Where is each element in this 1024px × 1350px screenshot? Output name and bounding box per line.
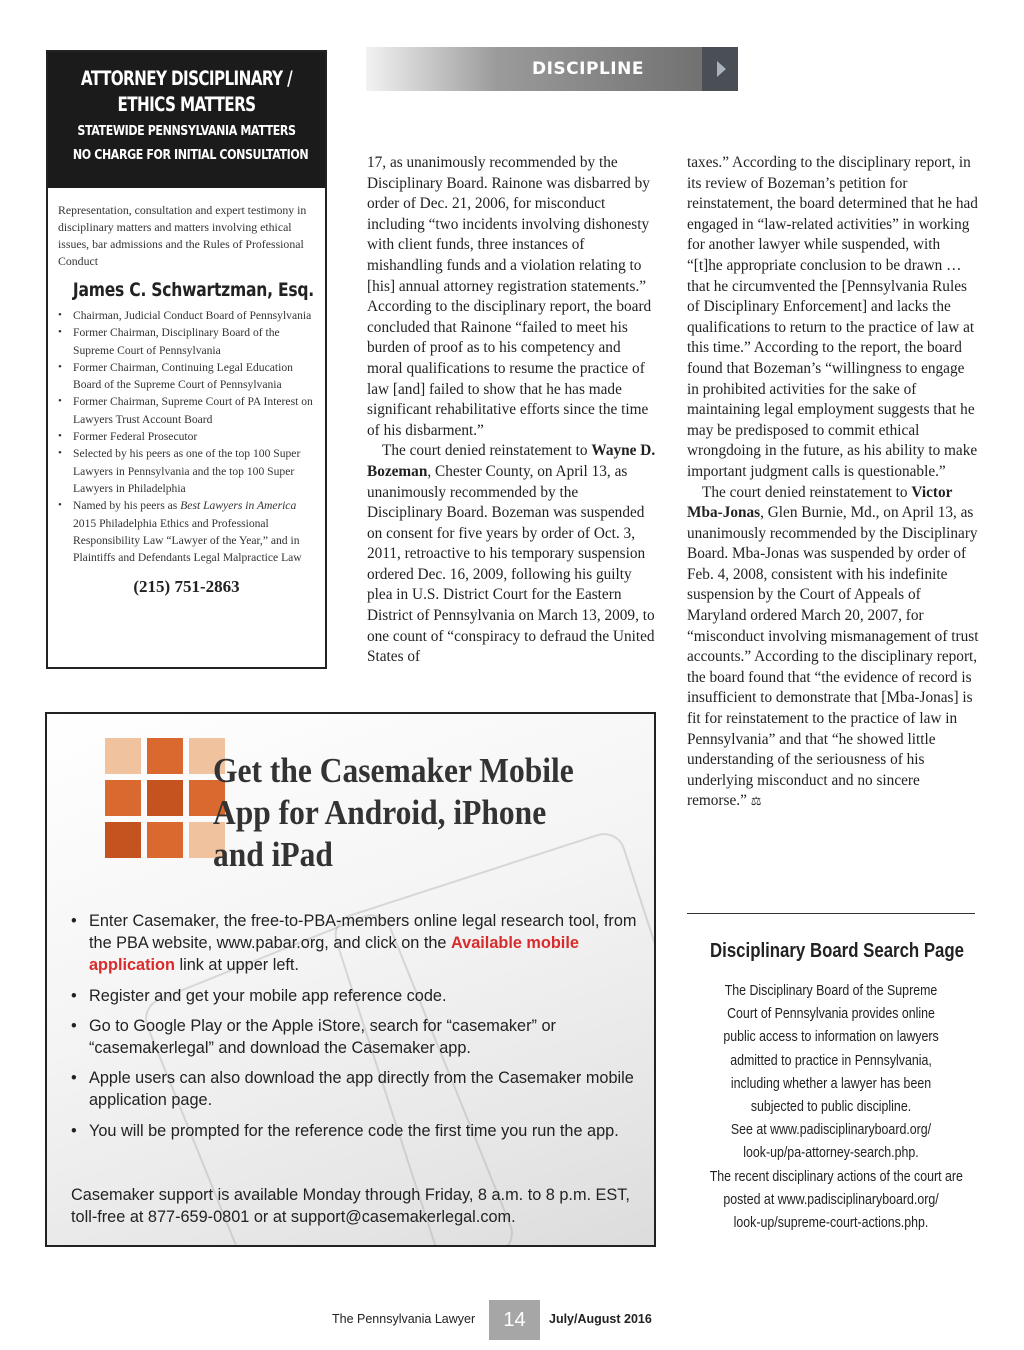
paragraph-text: , Glen Burnie, Md., on April 13, as unanimously recommended by the Disciplinary Board. Mba-Jonas was suspended by order of Feb. 4, 2008, consistent with his indefinite suspension by the Court of Appeals of Maryland ordered March 20, 2007, for “misconduct involving mismanagement of trust accounts.” According to the disciplinary report, the board found that “the evidence of record is insufficient to demonstrate that [Mba-Jonas] is fit for reinstatement to the practice of law in Pennsylvania” and that “he showed little understanding of the seriousness of his underlying misconduct and no sincere remorse.” [687,504,979,810]
ad-heading-line1: ATTORNEY DISCIPLINARY / [80,67,293,90]
sidebar-line: The Disciplinary Board of the Supreme [724,983,938,999]
list-item: • Former Chairman, Disciplinary Board of the Supreme Court of Pennsylvania [56,324,317,359]
list-item [71,910,641,977]
step-text: link at upper left. [174,956,299,975]
sidebar-line: public access to information on lawyers [723,1029,939,1046]
ad-heading-line2: ETHICS MATTERS [117,93,256,116]
page-number: 14 [489,1300,540,1340]
section-tab-label: DISCIPLINE [532,59,644,79]
sidebar-line: subjected to public discipline. [750,1099,912,1116]
sidebar-line: The recent disciplinary actions of the court are [709,1168,963,1185]
casemaker-support: Casemaker support is available Monday through Friday, 8 a.m. to 8 p.m. EST, toll-free at 877-659-0801 or at support@casemakerlegal.com. [71,1186,630,1227]
list-item: • Selected by his peers as one of the top 100 Super Lawyers in Pennsylvania and the top 100 Super Lawyers in Philadelphia [56,445,317,497]
sidebar-text [690,980,972,1235]
article-column-right [687,153,979,812]
footer-issue: July/August 2016 [549,1312,652,1326]
paragraph-text: The court denied reinstatement to [702,483,912,501]
casemaker-steps [71,910,641,1150]
ad-credentials-list [56,307,317,566]
bullet-text: 2015 Philadelphia Ethics and Professional Responsibility Law “Lawyer of the Year,” and in Plaintiffs and Defendants Legal Malpractice Law [73,516,302,565]
sidebar-line: See at www.padisciplinaryboard.org/ [730,1122,932,1139]
end-mark-icon: ⚖ [750,794,762,809]
ad-attorney-name: James C. Schwartzman, Esq. [72,279,314,301]
bullet-italic-text: Best Lawyers in America [180,499,297,513]
casemaker-ad [45,712,656,1247]
paragraph-text: The court denied reinstatement to [382,442,592,460]
ad-phone-number: (215) 751-2863 [133,577,240,597]
step-text: Enter Casemaker, the free-to-PBA-members online legal research tool, from the PBA website, www.pabar.org, and click on the [89,912,637,953]
divider [687,913,975,914]
bullet-text: Named by his peers as [73,499,181,513]
list-item: • Apple users can also download the app directly from the Casemaker mobile application page. [71,1067,641,1111]
sidebar-line: including whether a lawyer has been [730,1075,932,1092]
sidebar-line: posted at www.padisciplinaryboard.org/ [723,1191,939,1208]
mobile-app-link[interactable]: Available mobile application [89,934,579,975]
list-item: • Former Federal Prosecutor [56,428,317,445]
article-paragraph [687,483,979,813]
sidebar-line: look-up/pa-attorney-search.php. [743,1145,919,1162]
article-paragraph: taxes.” According to the disciplinary report, in its review of Bozeman’s petition for reinstatement, the board determined that he had engaged in “law-related activities” in working for another lawyer while suspended, with “[t]he appropriate conclusion to be drawn … that he circumvented the [Pennsylvania Rules of Disciplinary Enforcement] and lacks the qualifications to return to the practice of law at this time.” According to the report, the board found that Bozeman’s “willingness to engage in prohibited activities for the sake of maintaining legal employment suggests that he may be predisposed to commit ethical wrongdoing in the future, as his ability to make important judgment calls is questionable.” [687,154,978,480]
casemaker-logo [105,738,229,862]
attorney-ad [46,50,327,669]
list-item: • Former Chairman, Continuing Legal Education Board of the Supreme Court of Pennsylvania [56,359,317,394]
sidebar-line: admitted to practice in Pennsylvania, [730,1052,932,1069]
title-line: Get the Casemaker Mobile [213,751,574,790]
footer-publication: The Pennsylvania Lawyer [332,1312,476,1326]
person-name: Victor Mba-Jonas [687,483,953,522]
sidebar-title: Disciplinary Board Search Page [710,940,965,962]
list-item [56,497,317,566]
chevron-right-icon [702,47,738,91]
sidebar-line: Court of Pennsylvania provides online [727,1006,935,1023]
article-column-middle [367,153,657,668]
ad-subheading-line2: NO CHARGE FOR INITIAL CONSULTATION [72,147,309,163]
list-item: • Former Chairman, Supreme Court of PA Interest on Lawyers Trust Account Board [56,393,317,428]
title-line: and iPad [213,835,333,874]
casemaker-title [213,750,574,876]
list-item: • Go to Google Play or the Apple iStore, search for “casemaker” or “casemakerlegal” and download the Casemaker app. [71,1015,641,1059]
list-item: • Chairman, Judicial Conduct Board of Pennsylvania [56,307,317,324]
paragraph-text: , Chester County, on April 13, as unanimously recommended by the Disciplinary Board. Bozeman was suspended on consent for five years by order of Oct. 3, 2011, retroactive to his temporary suspension ordered Dec. 16, 2009, following his guilty plea in U.S. District Court for the Eastern District of Pennsylvania on March 13, 2009, to one count of “conspiracy to defraud the United States of [367,462,655,666]
list-item: • You will be prompted for the reference code the first time you run the app. [71,1120,641,1142]
list-item: • Register and get your mobile app reference code. [71,985,641,1007]
article-paragraph [367,441,657,668]
ad-intro: Representation, consultation and expert testimony in disciplinary matters and matters involving ethical issues, bar admissions and the Rules of Professional Conduct [58,203,307,268]
person-name: Wayne D. Bozeman [367,442,656,480]
article-paragraph: 17, as unanimously recommended by the Disciplinary Board. Rainone was disbarred by order of Dec. 21, 2006, for misconduct including “two incidents involving dishonesty with client funds, three instances of mishandling funds and a violation relating to [his] annual attorney registration statements.” According to the disciplinary report, the board concluded that Rainone “failed to meet his burden of proof as to his competency and moral qualifications to resume the practice of law [and] failed to show that he has made significant rehabilitative efforts since the time of his disbarment.” [367,154,652,439]
attorney-ad-header [48,52,325,188]
title-line: App for Android, iPhone [213,793,547,832]
sidebar-line: look-up/supreme-court-actions.php. [733,1215,929,1232]
ad-subheading-line1: STATEWIDE PENNSYLVANIA MATTERS [77,123,296,139]
section-tab [366,47,738,91]
